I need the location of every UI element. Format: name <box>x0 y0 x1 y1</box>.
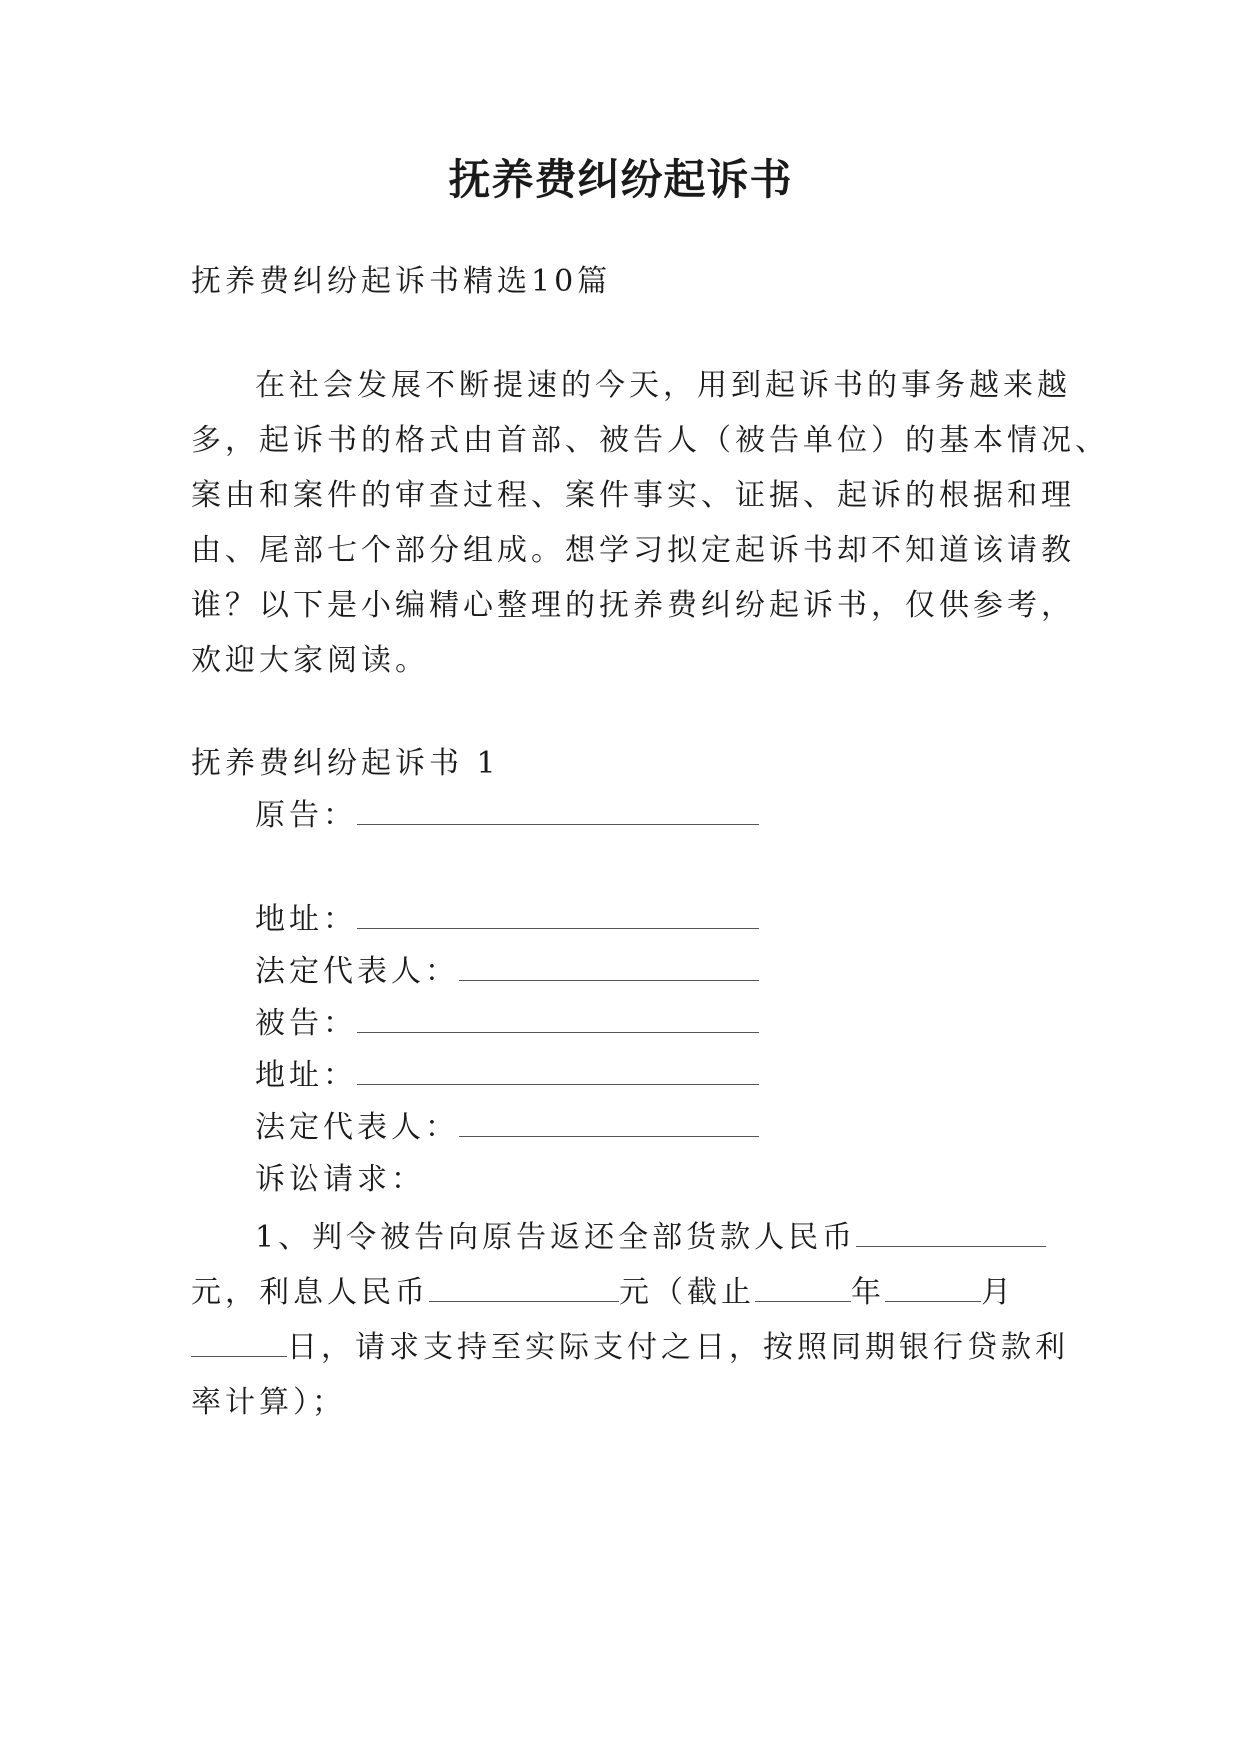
claim-line <box>191 1328 1069 1368</box>
amount-blank <box>856 1220 1046 1247</box>
plaintiff-label: 原告： <box>255 798 357 833</box>
defendant-rep-blank <box>459 1110 759 1137</box>
plaintiff-rep-field <box>255 952 1125 992</box>
claim-text: 元，利息人民币 <box>191 1275 429 1310</box>
plaintiff-rep-label: 法定代表人： <box>255 954 459 989</box>
plaintiff-address-label: 地址： <box>255 902 357 937</box>
claims-heading: 诉讼请求： <box>255 1162 425 1197</box>
claim-text: 1、判令被告向原告返还全部货款人民币 <box>255 1220 857 1255</box>
defendant-field <box>255 1004 1125 1044</box>
day-blank <box>191 1330 287 1357</box>
interest-blank <box>429 1275 619 1302</box>
defendant-blank <box>357 1006 759 1033</box>
claim-line: 率计算）； <box>191 1385 346 1420</box>
year-blank <box>755 1275 851 1302</box>
plaintiff-address-field <box>255 900 1125 940</box>
plaintiff-field <box>255 796 1125 836</box>
intro-line: 多，起诉书的格式由首部、被告人（被告单位）的基本情况、 <box>191 423 1109 458</box>
intro-line: 欢迎大家阅读。 <box>191 643 429 678</box>
plaintiff-address-blank <box>357 902 759 929</box>
document-subtitle: 抚养费纠纷起诉书精选10篇 <box>191 264 612 299</box>
claim-text: 月 <box>981 1275 1015 1310</box>
claim-text: 年 <box>851 1275 885 1310</box>
month-blank <box>885 1275 981 1302</box>
claim-text: 日，请求支持至实际支付之日，按照同期银行贷款利 <box>287 1330 1069 1365</box>
defendant-rep-label: 法定代表人： <box>255 1110 459 1145</box>
document-title: 抚养费纠纷起诉书 <box>448 155 793 204</box>
intro-line: 在社会发展不断提速的今天，用到起诉书的事务越来越 <box>255 368 1071 403</box>
defendant-label: 被告： <box>255 1006 357 1041</box>
defendant-address-label: 地址： <box>255 1058 357 1093</box>
claim-line <box>191 1273 1061 1313</box>
defendant-address-blank <box>357 1058 759 1085</box>
plaintiff-blank <box>357 798 759 825</box>
defendant-address-field <box>255 1056 1125 1096</box>
intro-line: 案由和案件的审查过程、案件事实、证据、起诉的根据和理 <box>191 478 1075 513</box>
plaintiff-rep-blank <box>459 954 759 981</box>
claim-line <box>255 1218 1125 1258</box>
intro-line: 谁？以下是小编精心整理的抚养费纠纷起诉书，仅供参考， <box>191 588 1075 623</box>
claim-text: 元（截止 <box>619 1275 755 1310</box>
defendant-rep-field <box>255 1108 1125 1148</box>
intro-line: 由、尾部七个部分组成。想学习拟定起诉书却不知道该请教 <box>191 533 1075 568</box>
section-heading: 抚养费纠纷起诉书 1 <box>191 746 500 781</box>
